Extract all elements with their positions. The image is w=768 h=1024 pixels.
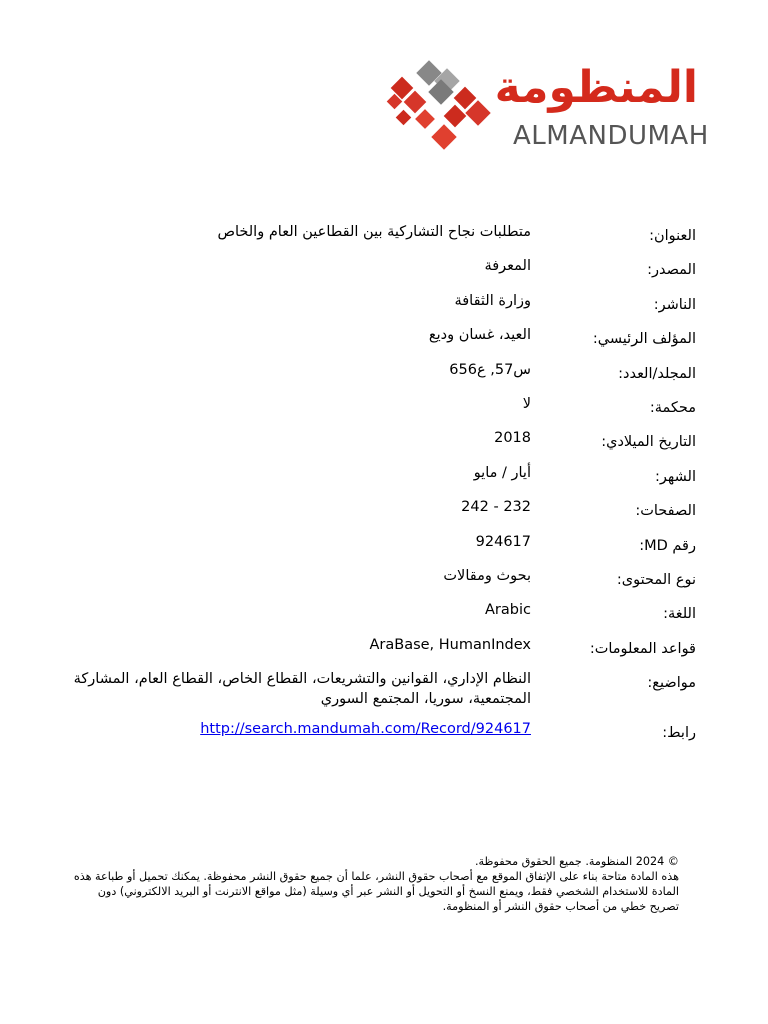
publisher-value: وزارة الثقافة bbox=[454, 292, 531, 309]
databases-value: AraBase, HumanIndex bbox=[369, 636, 531, 653]
subjects-row bbox=[60, 669, 696, 709]
pages-label: الصفحات: bbox=[635, 503, 696, 520]
main-author-label: المؤلف الرئيسي: bbox=[592, 331, 696, 348]
subjects-label: مواضيع: bbox=[647, 675, 696, 692]
databases-label: قواعد المعلومات: bbox=[589, 640, 696, 657]
peer-reviewed-label: محكمة: bbox=[649, 399, 696, 416]
copyright-footer bbox=[66, 854, 679, 914]
title-value: متطلبات نجاح التشاركية بين القطاعين العام والخاص bbox=[217, 224, 531, 240]
record-link[interactable]: http://search.mandumah.com/Record/924617 bbox=[200, 721, 531, 738]
peer-reviewed-value: لا bbox=[522, 395, 531, 412]
title-row bbox=[60, 222, 696, 246]
almandumah-logo bbox=[385, 58, 709, 158]
diamond-cluster-icon bbox=[385, 58, 500, 158]
gregorian-date-label: التاريخ الميلادي: bbox=[601, 434, 696, 451]
link-label: رابط: bbox=[662, 725, 696, 742]
language-label: اللغة: bbox=[663, 606, 696, 623]
pages-value: 232 - 242 bbox=[461, 499, 531, 516]
publisher-label: الناشر: bbox=[653, 296, 696, 313]
gregorian-date-value: 2018 bbox=[494, 430, 531, 447]
pages-row bbox=[60, 497, 696, 521]
md-number-label: رقم MD: bbox=[639, 537, 696, 554]
logo-latin-wordmark: ALMANDUMAH bbox=[513, 121, 709, 151]
usage-notice: هذه المادة متاحة بناء على الإتفاق الموقع مع أصحاب حقوق النشر، علما أن جميع حقوق النشر محفوظة. يمكنك تحميل أو طباعة هذه المادة للاستخدام الشخصي فقط، ويمنع النسخ أو التحويل أو النشر عبر أي وسيلة (مثل مواقع الانترنت أو البريد الالكتروني) دون تصريح خطي من أصحاب حقوق النشر أو المنظومة. bbox=[73, 870, 679, 913]
link-value bbox=[71, 719, 531, 743]
content-type-label: نوع المحتوى: bbox=[616, 571, 696, 588]
gregorian-date-row bbox=[60, 428, 696, 452]
month-label: الشهر: bbox=[655, 468, 696, 485]
md-number-row bbox=[60, 532, 696, 556]
content-type-row bbox=[60, 566, 696, 590]
source-label: المصدر: bbox=[647, 262, 696, 279]
subjects-value: النظام الإداري، القوانين والتشريعات، القطاع الخاص، القطاع العام، المشاركة المجتمعية، سوريا، المجتمع السوري bbox=[73, 671, 531, 708]
volume-issue-value: س57, ع656 bbox=[449, 361, 531, 378]
main-author-value: العيد، غسان وديع bbox=[428, 327, 531, 344]
content-type-value: بحوث ومقالات bbox=[443, 567, 531, 584]
volume-issue-label: المجلد/العدد: bbox=[618, 365, 696, 382]
record-metadata bbox=[60, 222, 696, 754]
databases-row bbox=[60, 635, 696, 659]
copyright-line: © 2024 المنظومة. جميع الحقوق محفوظة. bbox=[474, 855, 679, 868]
month-value: أيار / مايو bbox=[473, 464, 531, 481]
language-row bbox=[60, 600, 696, 624]
source-row bbox=[60, 256, 696, 280]
month-row bbox=[60, 463, 696, 487]
volume-issue-row bbox=[60, 360, 696, 384]
peer-reviewed-row bbox=[60, 394, 696, 418]
title-label: العنوان: bbox=[649, 228, 696, 244]
main-author-row bbox=[60, 325, 696, 349]
logo-arabic-wordmark: المنظومة bbox=[494, 62, 698, 113]
link-row bbox=[60, 719, 696, 743]
language-value: Arabic bbox=[485, 602, 531, 619]
source-value: المعرفة bbox=[484, 258, 531, 275]
md-number-value: 924617 bbox=[475, 533, 531, 550]
publisher-row bbox=[60, 291, 696, 315]
